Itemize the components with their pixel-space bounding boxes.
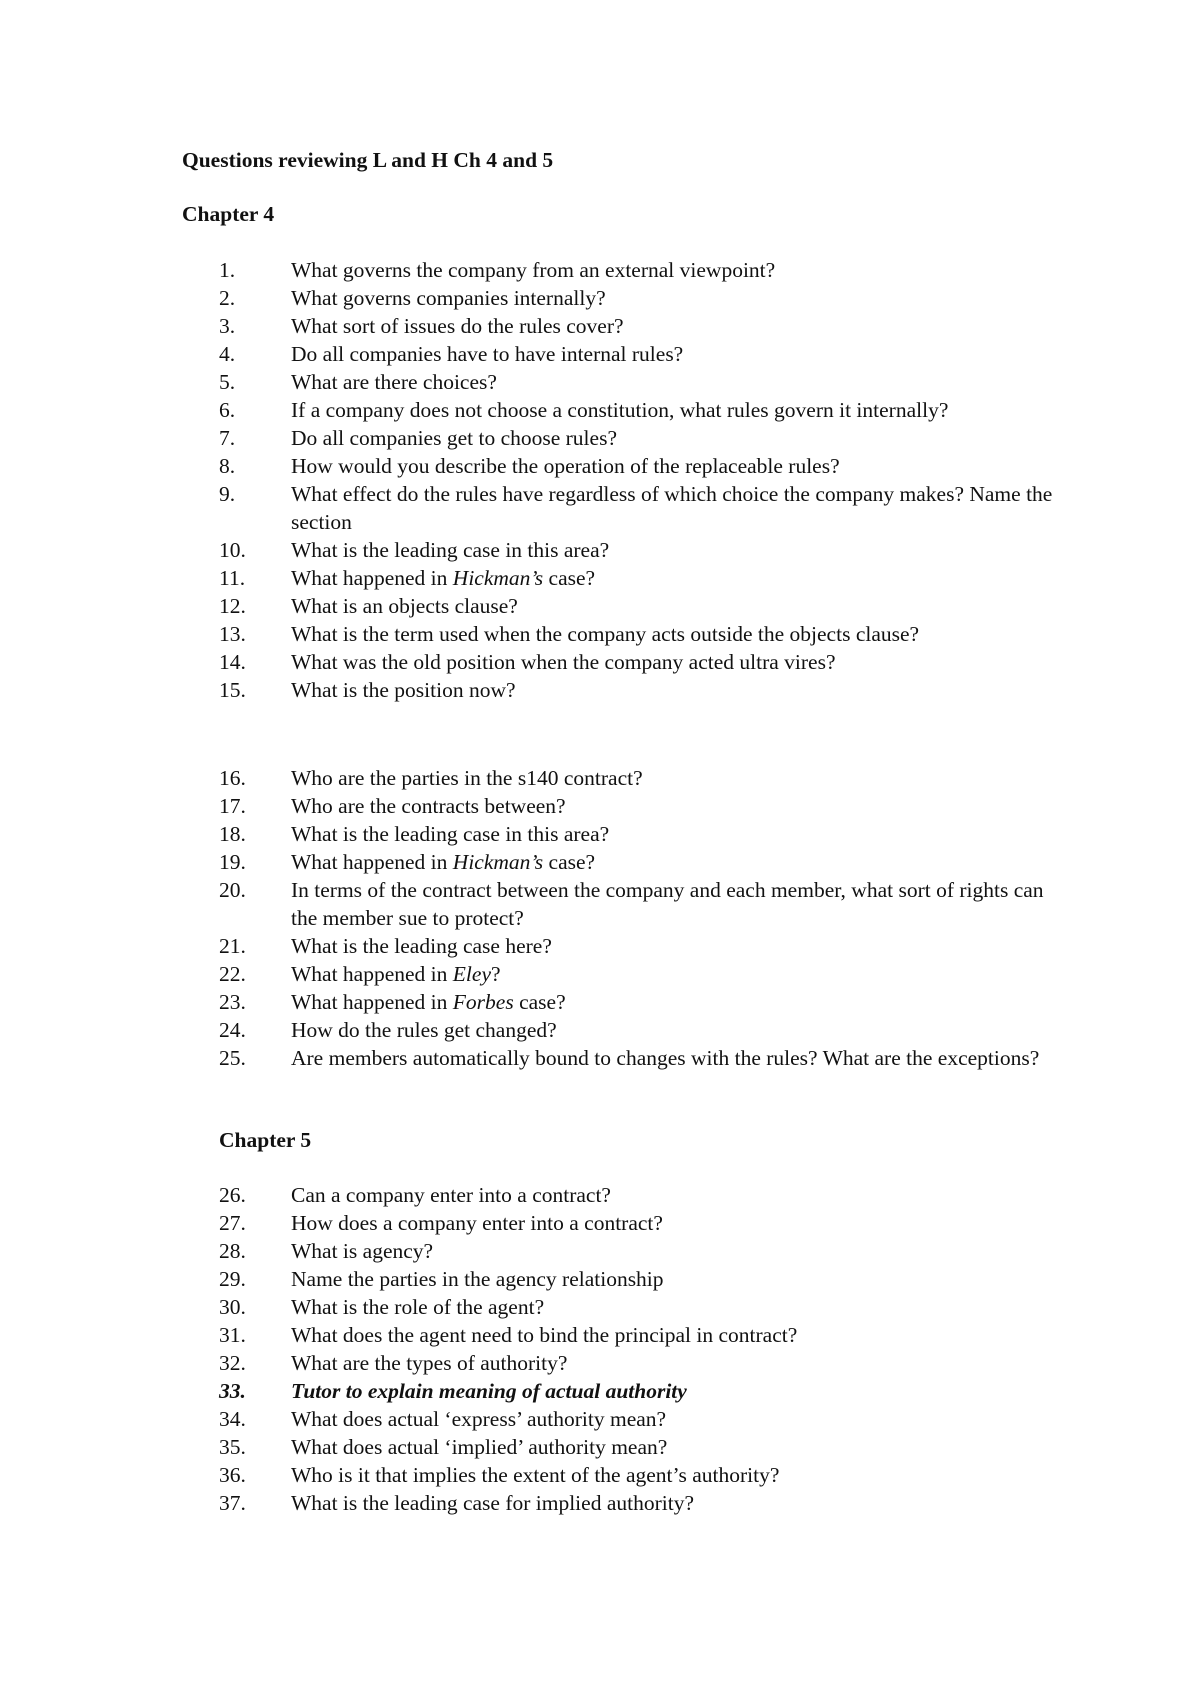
question-text	[291, 564, 1059, 592]
question-item	[219, 284, 1059, 312]
chapter-5-heading: Chapter 5	[219, 1128, 312, 1152]
question-item	[219, 620, 1059, 648]
question-text	[291, 848, 1059, 876]
question-text: What is agency?	[291, 1239, 434, 1263]
question-text	[291, 988, 1059, 1016]
question-item	[219, 1489, 1059, 1517]
question-item	[219, 396, 1059, 424]
question-number: 7.	[219, 426, 236, 450]
question-number: 20.	[219, 878, 246, 902]
question-number: 33.	[219, 1379, 246, 1403]
question-item	[219, 256, 1059, 284]
question-number: 5.	[219, 370, 236, 394]
chapter-5-question-list	[219, 1181, 1059, 1517]
question-item	[219, 1321, 1059, 1349]
question-number: 12.	[219, 594, 246, 618]
question-item	[219, 1433, 1059, 1461]
question-item	[219, 1237, 1059, 1265]
question-number: 29.	[219, 1267, 246, 1291]
question-number: 25.	[219, 1046, 246, 1070]
question-number: 19.	[219, 850, 246, 874]
question-number: 14.	[219, 650, 246, 674]
question-item	[219, 1377, 1059, 1405]
question-text: Who are the contracts between?	[291, 794, 566, 818]
question-number: 22.	[219, 962, 246, 986]
question-item	[219, 564, 1059, 592]
question-text: What is an objects clause?	[291, 594, 518, 618]
question-number: 17.	[219, 794, 246, 818]
question-text: What effect do the rules have regardless of which choice the company makes? Name the section	[291, 482, 1053, 534]
question-number: 35.	[219, 1435, 246, 1459]
document-title: Questions reviewing L and H Ch 4 and 5	[182, 148, 554, 172]
question-number: 10.	[219, 538, 246, 562]
question-number: 31.	[219, 1323, 246, 1347]
question-text: What was the old position when the company acted ultra vires?	[291, 650, 836, 674]
question-number: 32.	[219, 1351, 246, 1375]
question-item	[219, 820, 1059, 848]
question-number: 9.	[219, 482, 236, 506]
question-text-part: What happened in	[291, 850, 453, 874]
question-item	[219, 960, 1059, 988]
question-text: Do all companies have to have internal rules?	[291, 342, 684, 366]
question-number: 1.	[219, 258, 236, 282]
question-item	[219, 1265, 1059, 1293]
question-text-part: case?	[513, 990, 566, 1014]
question-number: 34.	[219, 1407, 246, 1431]
case-name: Hickman’s	[452, 566, 544, 590]
question-text: In terms of the contract between the company and each member, what sort of rights can the member sue to protect?	[291, 878, 1044, 930]
question-text: What governs the company from an external viewpoint?	[291, 258, 776, 282]
question-number: 26.	[219, 1183, 246, 1207]
question-text: What is the leading case in this area?	[291, 538, 610, 562]
question-item	[219, 1293, 1059, 1321]
question-text-part: What happened in	[291, 962, 453, 986]
question-item	[219, 1044, 1059, 1072]
question-text: How do the rules get changed?	[291, 1018, 557, 1042]
question-number: 21.	[219, 934, 246, 958]
chapter-4-question-list-part-2	[219, 764, 1059, 1072]
question-text: How would you describe the operation of the replaceable rules?	[291, 454, 840, 478]
question-item	[219, 1461, 1059, 1489]
question-number: 4.	[219, 342, 236, 366]
question-item	[219, 1016, 1059, 1044]
question-text: What does actual ‘implied’ authority mean?	[291, 1435, 668, 1459]
question-text: What is the leading case here?	[291, 934, 552, 958]
chapter-4-question-list-part-1	[219, 256, 1059, 704]
question-text: What sort of issues do the rules cover?	[291, 314, 624, 338]
question-number: 27.	[219, 1211, 246, 1235]
question-item	[219, 876, 1059, 932]
question-text: What is the leading case for implied authority?	[291, 1491, 694, 1515]
question-number: 37.	[219, 1491, 246, 1515]
question-item	[219, 676, 1059, 704]
question-text-part: What happened in	[291, 990, 453, 1014]
question-number: 36.	[219, 1463, 246, 1487]
question-item	[219, 312, 1059, 340]
question-item	[219, 592, 1059, 620]
question-text: What is the leading case in this area?	[291, 822, 610, 846]
question-text-part: What happened in	[291, 566, 453, 590]
question-item	[219, 1405, 1059, 1433]
question-text: How does a company enter into a contract?	[291, 1211, 663, 1235]
question-number: 6.	[219, 398, 236, 422]
question-number: 11.	[219, 566, 246, 590]
question-number: 18.	[219, 822, 246, 846]
question-number: 24.	[219, 1018, 246, 1042]
question-text: What is the role of the agent?	[291, 1295, 545, 1319]
question-item	[219, 424, 1059, 452]
question-item	[219, 340, 1059, 368]
question-number: 3.	[219, 314, 236, 338]
question-text: Do all companies get to choose rules?	[291, 426, 617, 450]
question-text: What is the term used when the company acts outside the objects clause?	[291, 622, 920, 646]
question-item	[219, 848, 1059, 876]
chapter-4-heading: Chapter 4	[182, 202, 275, 226]
question-item	[219, 536, 1059, 564]
question-item	[219, 988, 1059, 1016]
question-text-part: case?	[543, 850, 596, 874]
question-text: Are members automatically bound to changes with the rules? What are the exceptions?	[291, 1046, 1040, 1070]
question-text: Tutor to explain meaning of actual authority	[291, 1379, 687, 1403]
question-text: Who are the parties in the s140 contract?	[291, 766, 643, 790]
question-text: What does actual ‘express’ authority mean?	[291, 1407, 667, 1431]
question-number: 16.	[219, 766, 246, 790]
case-name: Forbes	[452, 990, 514, 1014]
question-item	[219, 480, 1059, 536]
question-number: 30.	[219, 1295, 246, 1319]
question-text: What governs companies internally?	[291, 286, 606, 310]
question-item	[219, 648, 1059, 676]
question-number: 13.	[219, 622, 246, 646]
question-number: 8.	[219, 454, 236, 478]
question-text: What does the agent need to bind the principal in contract?	[291, 1323, 798, 1347]
question-text-part: case?	[543, 566, 596, 590]
question-text	[291, 960, 1059, 988]
question-item	[219, 452, 1059, 480]
question-item	[219, 1349, 1059, 1377]
question-text-part: ?	[491, 962, 501, 986]
question-text: Name the parties in the agency relationship	[291, 1267, 664, 1291]
case-name: Hickman’s	[452, 850, 544, 874]
question-item	[219, 1181, 1059, 1209]
question-text: Who is it that implies the extent of the agent’s authority?	[291, 1463, 780, 1487]
question-number: 15.	[219, 678, 246, 702]
question-item	[219, 764, 1059, 792]
question-item	[219, 1209, 1059, 1237]
question-text: What are the types of authority?	[291, 1351, 568, 1375]
question-item	[219, 368, 1059, 396]
question-item	[219, 792, 1059, 820]
question-text: If a company does not choose a constitution, what rules govern it internally?	[291, 398, 949, 422]
question-text: Can a company enter into a contract?	[291, 1183, 611, 1207]
question-number: 2.	[219, 286, 236, 310]
question-number: 28.	[219, 1239, 246, 1263]
question-text: What is the position now?	[291, 678, 516, 702]
question-text: What are there choices?	[291, 370, 497, 394]
case-name: Eley	[452, 962, 491, 986]
question-number: 23.	[219, 990, 246, 1014]
question-item	[219, 932, 1059, 960]
